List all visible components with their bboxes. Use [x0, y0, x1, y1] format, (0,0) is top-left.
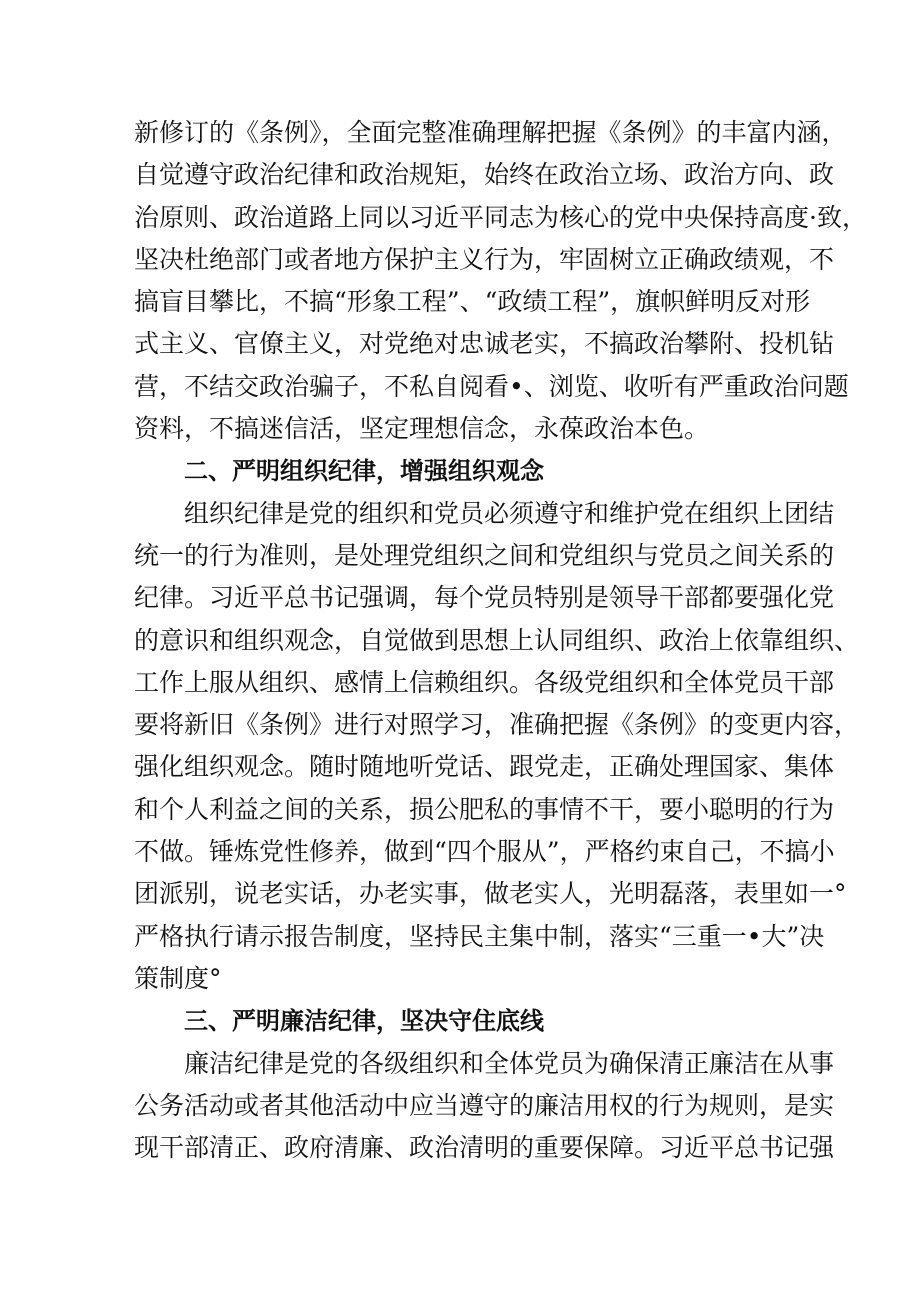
paragraph-integrity-discipline: [134, 1043, 835, 1170]
paragraph-line: 组织纪律是党的组织和党员必须遵守和维护党在组织上团结: [184, 498, 835, 528]
paragraph-line: 公务活动或者其他活动中应当遵守的廉洁用权的行为规则，是实: [134, 1090, 835, 1120]
paragraph-line: 纪律。习近平总书记强调，每个党员特别是领导干部都要强化党: [134, 583, 835, 613]
paragraph-line: 自觉遵守政治纪律和政治规矩，始终在政治立场、政治方向、政: [134, 160, 835, 190]
paragraph-line: 坚决杜绝部门或者地方保护主义行为，牢固树立正确政绩观，不: [134, 244, 835, 274]
paragraph-line: 式主义、官僚主义，对党绝对忠诚老实，不搞政治攀附、投机钻: [134, 329, 835, 359]
paragraph-line: 不做。锤炼党性修养，做到“四个服从”，严格约束自己，不搞小: [134, 837, 835, 867]
paragraph-line: 统一的行为准则，是处理党组织之间和党组织与党员之间关系的: [134, 540, 835, 570]
paragraph-line: 要将新旧《条例》进行对照学习，准确把握《条例》的变更内容，: [134, 710, 860, 740]
paragraph-line: 强化组织观念。随时随地听党话、跟党走，正确处理国家、集体: [134, 752, 835, 782]
paragraph-line: 新修订的《条例》，全面完整准确理解把握《条例》的丰富内涵，: [134, 118, 847, 147]
section-heading-integrity: 三、严明廉洁纪律，坚决守住底线: [184, 1007, 544, 1036]
section-heading-organization: 二、严明组织纪律，增强组织观念: [184, 457, 544, 486]
document-body: [134, 112, 867, 1169]
paragraph-line: 团派别，说老实话，办老实事，做老实人，光明磊落，表里如一°: [134, 879, 847, 909]
paragraph-line: 工作上服从组织、感情上信赖组织。各级党组织和全体党员干部: [134, 667, 835, 697]
paragraph-line: 治原则、政治道路上同以习近平同志为核心的党中央保持高度·致，: [134, 202, 867, 232]
paragraph-line: 廉洁纪律是党的各级组织和全体党员为确保清正廉洁在从事: [184, 1048, 835, 1078]
paragraph-organization-discipline: [134, 493, 860, 1001]
paragraph-line: 资料，不搞迷信活，坚定理想信念，永葆政治本色。: [134, 414, 710, 444]
paragraph-line: 的意识和组织观念，自觉做到思想上认同组织、政治上依靠组织、: [134, 625, 860, 655]
paragraph-line: 严格执行请示报告制度，坚持民主集中制，落实“三重一•大”决: [134, 921, 825, 951]
paragraph-line: 策制度°: [134, 963, 222, 993]
paragraph-line: 搞盲目攀比，不搞“形象工程”、“政绩工程”，旗帜鲜明反对形: [134, 287, 811, 317]
paragraph-line: 营，不结交政治骗子，不私自阅看•、浏览、收听有严重政治问题: [134, 371, 849, 401]
paragraph-line: 现干部清正、政府清廉、政治清明的重要保障。习近平总书记强: [134, 1133, 835, 1163]
paragraph-line: 和个人利益之间的关系，损公肥私的事情不干，要小聪明的行为: [134, 794, 835, 824]
paragraph-political-discipline: [134, 112, 867, 450]
